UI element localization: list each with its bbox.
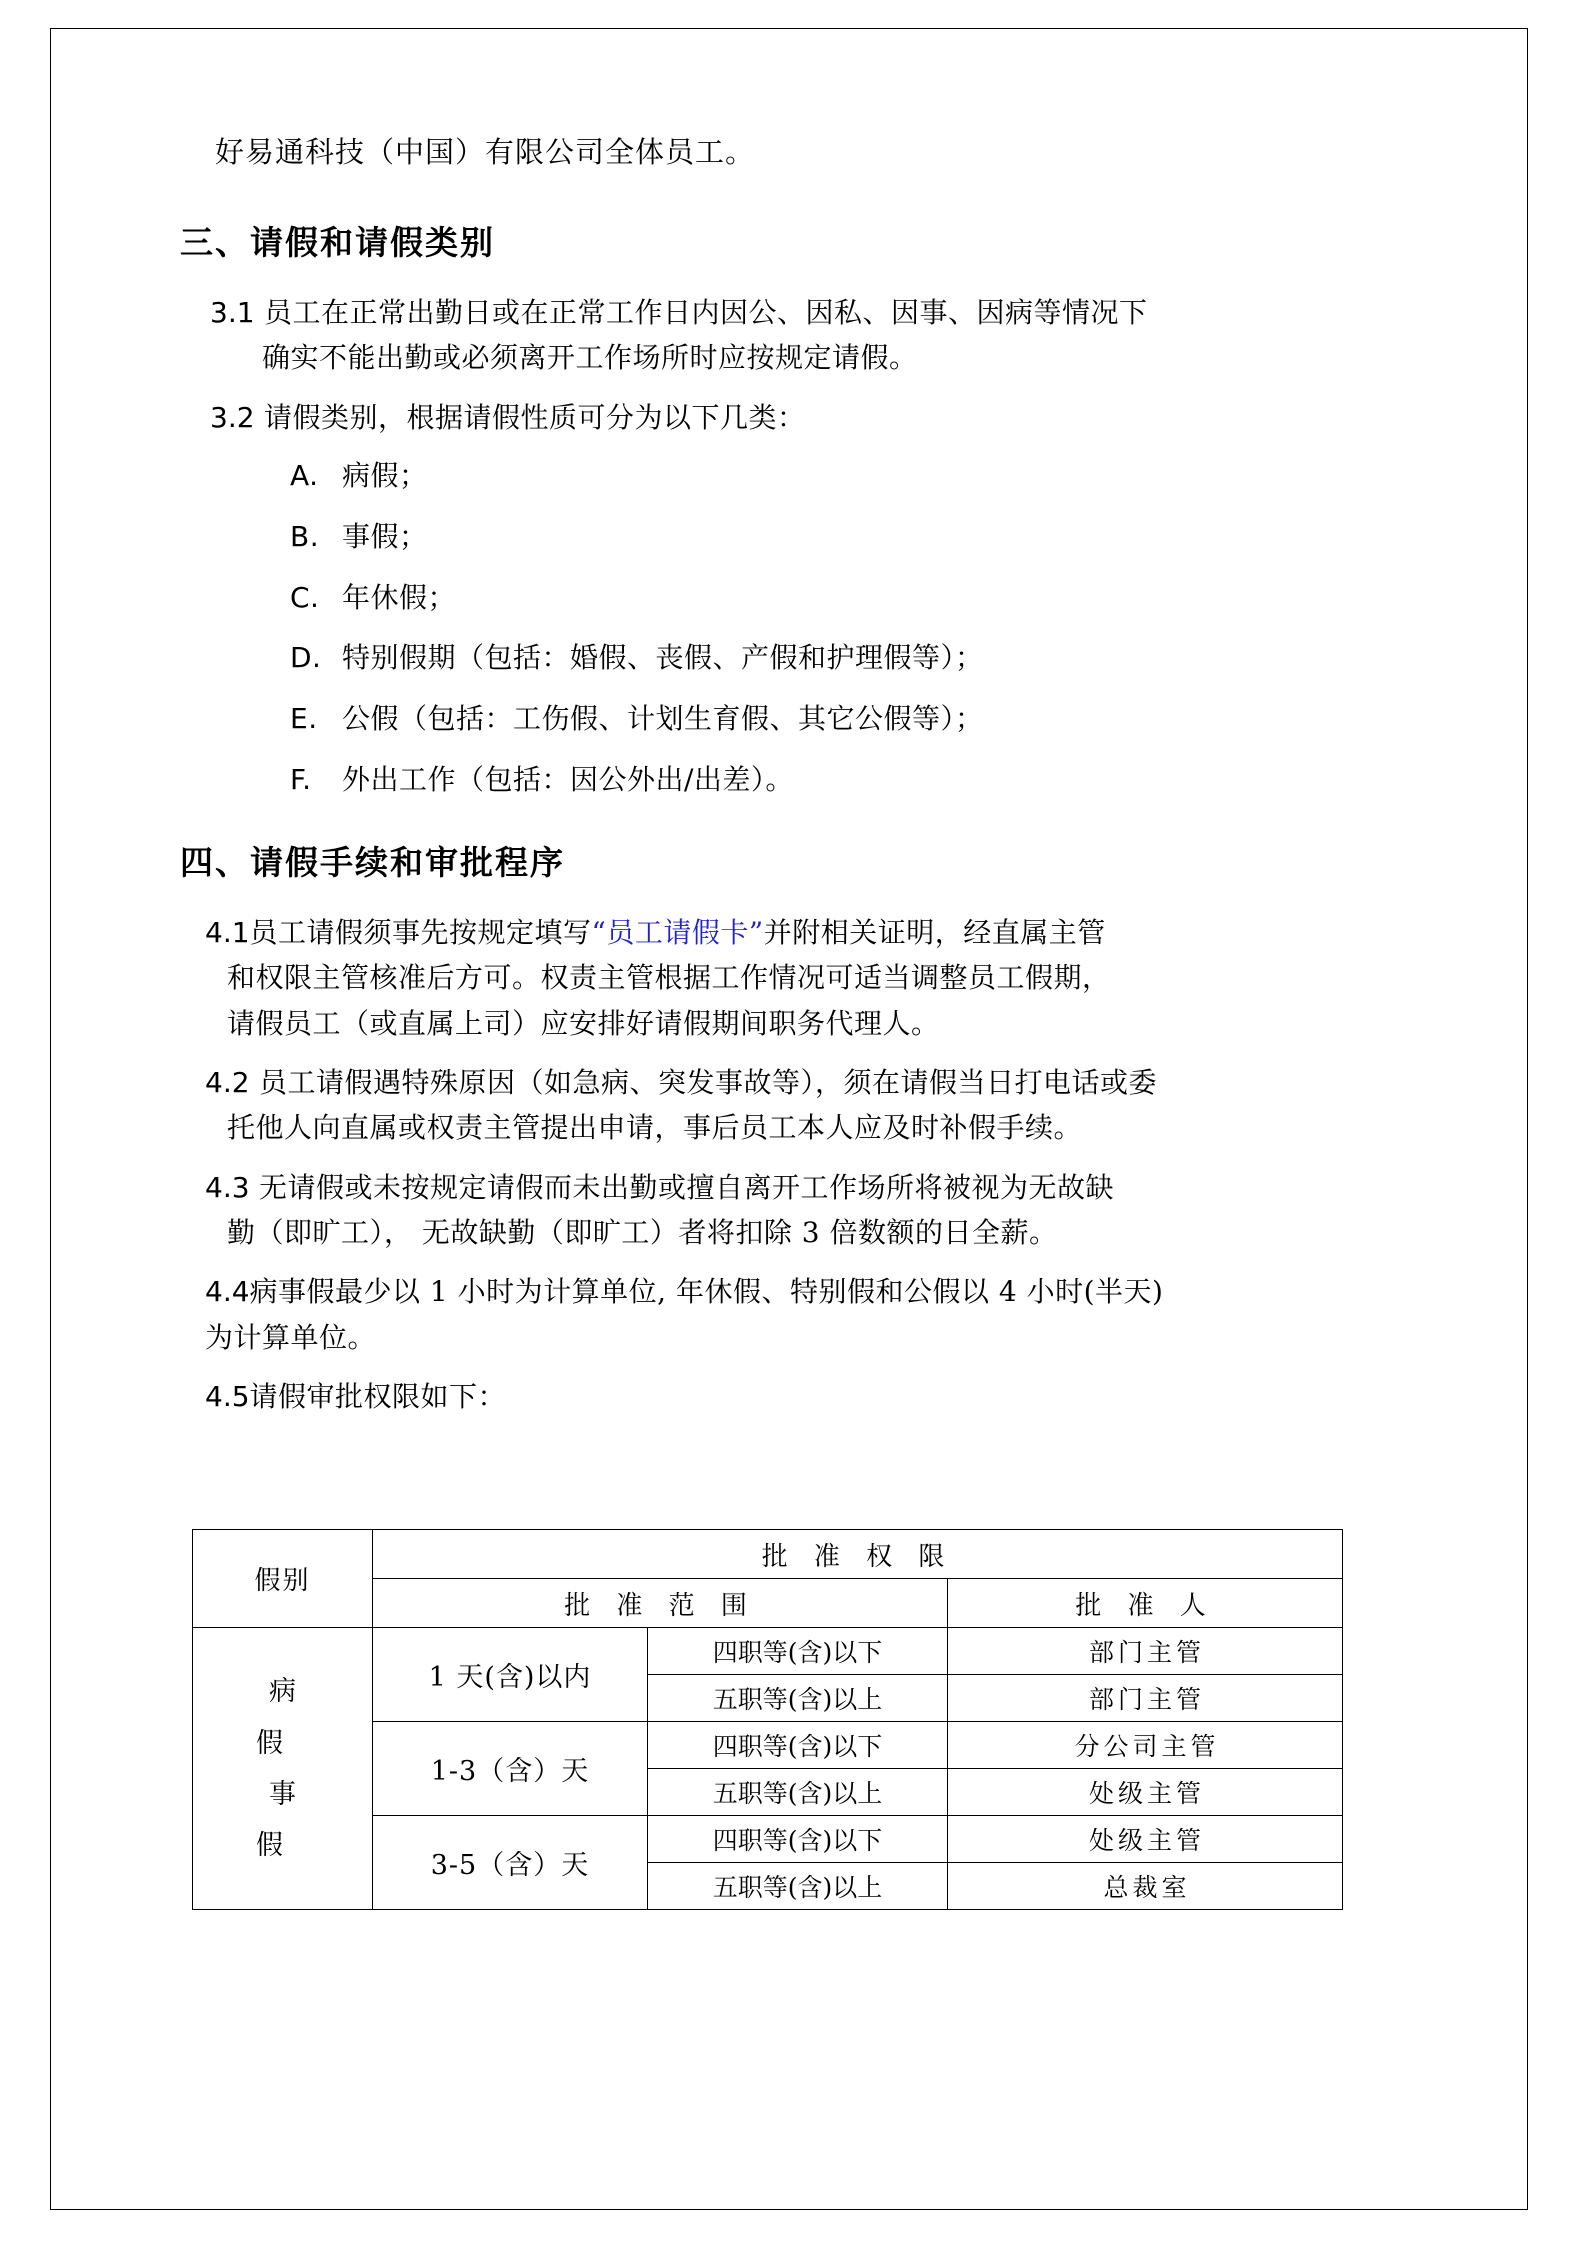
clause-4-4-line1: 病事假最少以 1 小时为计算单位, 年休假、特别假和公假以 4 小时(半天)	[249, 1275, 1164, 1309]
leave-type-item-d	[180, 636, 1360, 681]
clause-3-1-line1: 员工在正常出勤日或在正常工作日内因公、因私、因事、因病等情况下	[263, 295, 1148, 329]
cell-range-3: 3-5（含）天	[373, 1816, 648, 1910]
clause-4-2-line2: 托他人向直属或权责主管提出申请，事后员工本人应及时补假手续。	[227, 1111, 1083, 1145]
clause-4-3-line2: 勤（即旷工）， 无故缺勤（即旷工）者将扣除 3 倍数额的日全薪。	[227, 1215, 1058, 1249]
item-c-marker: C.	[290, 580, 320, 614]
cell-leave-type-value	[193, 1628, 373, 1910]
clause-4-1	[180, 910, 1360, 1046]
clause-3-1	[180, 290, 1360, 381]
clause-3-2	[180, 395, 1360, 440]
clause-4-1-post: 并附相关证明，经直属主管	[763, 915, 1106, 949]
cell-approver-5: 处级主管	[948, 1816, 1343, 1863]
item-b-marker: B.	[290, 519, 320, 553]
cell-range-2: 1-3（含）天	[373, 1722, 648, 1816]
table-row	[193, 1628, 1343, 1675]
cell-level-2: 五职等(含)以上	[648, 1675, 948, 1722]
clause-4-2-number: 4.2	[205, 1065, 250, 1099]
clause-4-2-line1: 员工请假遇特殊原因（如急病、突发事故等），须在请假当日打电话或委	[258, 1065, 1157, 1099]
cell-level-5: 四职等(含)以下	[648, 1816, 948, 1863]
item-a-marker: A.	[290, 459, 319, 493]
clause-4-1-line2: 和权限主管核准后方可。权责主管根据工作情况可适当调整员工假期，	[227, 961, 1111, 995]
leave-type-item-b	[180, 515, 1360, 560]
section-heading-four: 四、请假手续和审批程序	[180, 842, 565, 882]
cell-approver-6: 总裁室	[948, 1863, 1343, 1910]
clause-4-2	[180, 1060, 1360, 1151]
item-e-text: 公假（包括：工伤假、计划生育假、其它公假等）；	[342, 702, 984, 736]
item-e-marker: E.	[290, 702, 318, 736]
intro-paragraph: 好易通科技（中国）有限公司全体员工。	[215, 135, 756, 169]
leave-type-item-a	[180, 454, 1360, 499]
item-b-text: 事假；	[342, 519, 428, 553]
header-approver: 批 准 人	[948, 1579, 1343, 1628]
item-f-text: 外出工作（包括：因公外出/出差）。	[342, 763, 794, 796]
cell-level-4: 五职等(含)以上	[648, 1769, 948, 1816]
clause-4-3-line1: 无请假或未按规定请假而未出勤或擅自离开工作场所将被视为无故缺	[258, 1170, 1114, 1204]
cell-range-1: 1 天(含)以内	[373, 1628, 648, 1722]
clause-4-4	[180, 1269, 1360, 1360]
item-f-marker: F.	[290, 763, 312, 796]
clause-4-5-line1: 请假审批权限如下：	[249, 1380, 507, 1414]
clause-4-3-number: 4.3	[205, 1170, 250, 1204]
approval-authority-table	[192, 1529, 1343, 1910]
table-header-row-1	[193, 1530, 1343, 1579]
clause-3-1-line2: 确实不能出勤或必须离开工作场所时应按规定请假。	[262, 341, 918, 375]
cell-level-3: 四职等(含)以下	[648, 1722, 948, 1769]
clause-4-1-pre: 员工请假须事先按规定填写	[249, 915, 592, 949]
section-heading-three: 三、请假和请假类别	[180, 222, 495, 262]
clause-3-2-number: 3.2	[210, 400, 255, 434]
item-d-marker: D.	[290, 641, 322, 675]
item-c-text: 年休假；	[342, 580, 457, 614]
header-approval-scope: 批 准 范 围	[373, 1579, 948, 1628]
leave-type-line-1: 病 假	[256, 1676, 375, 1759]
cell-approver-3: 分公司主管	[948, 1722, 1343, 1769]
cell-level-6: 五职等(含)以上	[648, 1863, 948, 1910]
clause-3-1-number: 3.1	[210, 295, 255, 329]
item-d-text: 特别假期（包括：婚假、丧假、产假和护理假等）；	[342, 641, 984, 675]
clause-4-1-number: 4.1	[205, 915, 250, 949]
clause-4-5	[180, 1374, 1360, 1419]
approval-table-container	[180, 1529, 1360, 1910]
leave-card-highlight: “员工请假卡”	[591, 915, 764, 949]
cell-approver-2: 部门主管	[948, 1675, 1343, 1722]
cell-level-1: 四职等(含)以下	[648, 1628, 948, 1675]
document-content	[180, 130, 1360, 1910]
clause-4-5-number: 4.5	[205, 1380, 250, 1414]
clause-4-4-number: 4.4	[205, 1275, 250, 1309]
cell-approver-4: 处级主管	[948, 1769, 1343, 1816]
clause-3-2-line1: 请假类别，根据请假性质可分为以下几类：	[263, 400, 806, 434]
header-leave-type: 假别	[193, 1530, 373, 1628]
header-approval-authority: 批 准 权 限	[373, 1530, 1343, 1579]
clause-4-3	[180, 1165, 1360, 1256]
leave-type-item-e	[180, 697, 1360, 742]
cell-approver-1: 部门主管	[948, 1628, 1343, 1675]
clause-4-4-line2: 为计算单位。	[205, 1320, 377, 1354]
leave-type-item-f	[180, 758, 1360, 803]
clause-4-1-line3: 请假员工（或直属上司）应安排好请假期间职务代理人。	[227, 1006, 940, 1040]
leave-type-item-c	[180, 576, 1360, 621]
item-a-text: 病假；	[342, 459, 428, 493]
leave-type-line-2: 事 假	[256, 1778, 375, 1862]
